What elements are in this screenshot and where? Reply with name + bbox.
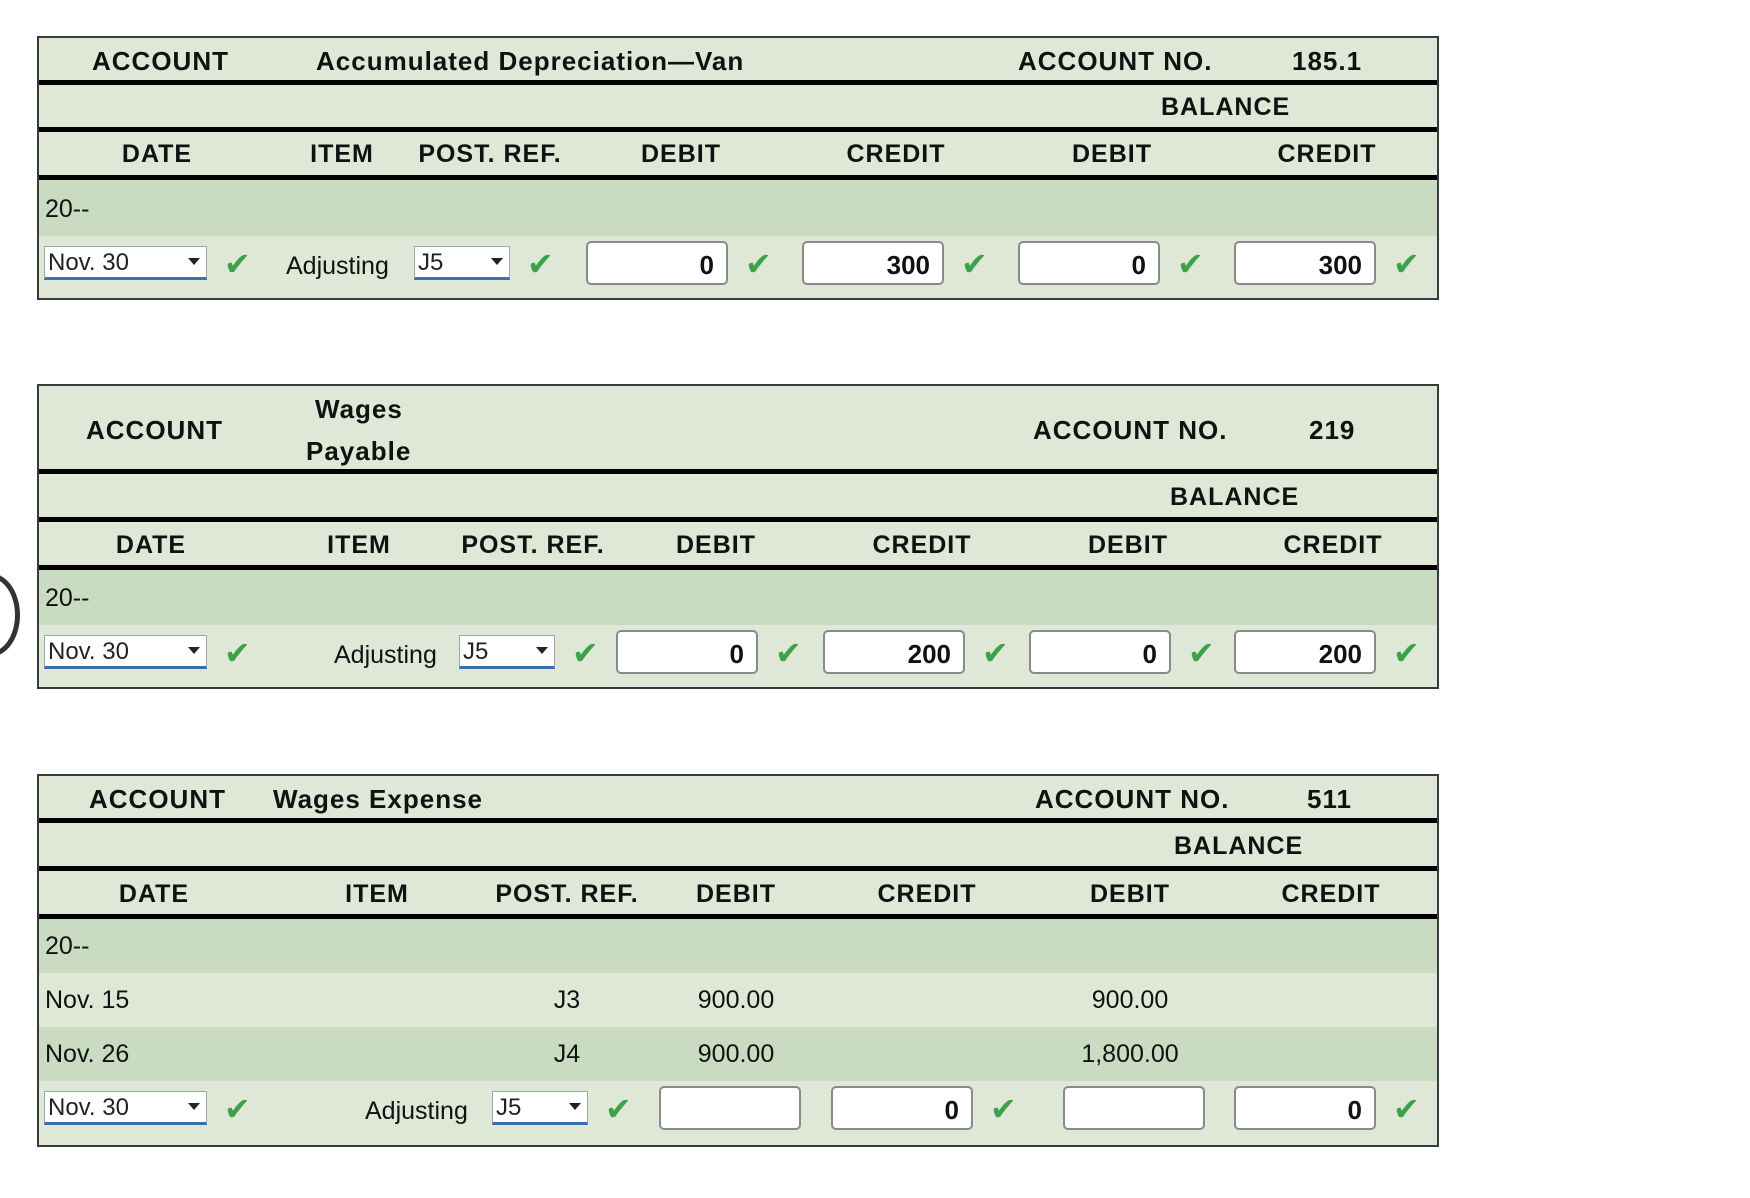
col-item: ITEM xyxy=(345,880,409,908)
post-ref-check-icon: ✔ xyxy=(605,1091,632,1127)
col-post-ref: POST. REF. xyxy=(495,880,639,908)
col-date: DATE xyxy=(121,140,193,168)
col-balance-credit: CREDIT xyxy=(1281,880,1381,908)
ledger-header xyxy=(39,38,1437,85)
entry-row xyxy=(39,1081,1437,1137)
balance-debit-check-icon: ✔ xyxy=(1188,635,1215,671)
entry-row xyxy=(39,625,1437,681)
account-no: 185.1 xyxy=(1292,46,1363,76)
balance-debit-input[interactable] xyxy=(1063,1086,1205,1130)
post-ref-check-icon: ✔ xyxy=(527,246,554,282)
credit-input[interactable]: 200 xyxy=(823,630,965,674)
row-debit: 900.00 xyxy=(697,986,775,1014)
col-item: ITEM xyxy=(327,531,391,559)
debit-input[interactable] xyxy=(659,1086,801,1130)
account-name: Wages Expense xyxy=(273,784,484,814)
year-label: 20-- xyxy=(45,932,90,960)
balance-credit-check-icon: ✔ xyxy=(1393,635,1420,671)
column-headers xyxy=(39,522,1437,570)
col-date: DATE xyxy=(115,531,187,559)
balance-credit-input[interactable]: 0 xyxy=(1234,1086,1376,1130)
ledger-accumulated-depreciation-van xyxy=(37,36,1439,300)
col-credit: CREDIT xyxy=(846,140,946,168)
account-no-label: ACCOUNT NO. xyxy=(1018,46,1213,76)
date-select[interactable]: Nov. 30 xyxy=(44,246,207,280)
credit-check-icon: ✔ xyxy=(961,246,988,282)
col-post-ref: POST. REF. xyxy=(418,140,562,168)
row-balance-debit: 1,800.00 xyxy=(1081,1040,1179,1068)
date-check-icon: ✔ xyxy=(224,635,251,671)
date-select[interactable]: Nov. 30 xyxy=(44,1091,207,1125)
credit-input[interactable]: 0 xyxy=(831,1086,973,1130)
item-text: Adjusting xyxy=(286,252,389,280)
balance-debit-input[interactable]: 0 xyxy=(1029,630,1171,674)
col-credit: CREDIT xyxy=(872,531,972,559)
post-ref-select[interactable]: J5 xyxy=(459,635,555,669)
debit-check-icon: ✔ xyxy=(775,635,802,671)
col-balance-debit: DEBIT xyxy=(1088,531,1168,559)
row-debit: 900.00 xyxy=(697,1040,775,1068)
col-debit: DEBIT xyxy=(696,880,776,908)
debit-input[interactable]: 0 xyxy=(616,630,758,674)
balance-header xyxy=(39,823,1437,871)
ledger-header xyxy=(39,386,1437,474)
col-item: ITEM xyxy=(310,140,374,168)
entry-row xyxy=(39,236,1437,293)
balance-header xyxy=(39,474,1437,522)
item-text: Adjusting xyxy=(365,1097,468,1125)
col-balance-debit: DEBIT xyxy=(1090,880,1170,908)
year-row xyxy=(39,570,1437,625)
column-headers xyxy=(39,871,1437,919)
post-ref-check-icon: ✔ xyxy=(572,635,599,671)
row-date: Nov. 15 xyxy=(45,986,130,1014)
col-balance-credit: CREDIT xyxy=(1277,140,1377,168)
balance-debit-check-icon: ✔ xyxy=(1177,246,1204,282)
column-headers xyxy=(39,132,1437,180)
account-no: 511 xyxy=(1307,784,1352,814)
table-row xyxy=(39,1027,1437,1081)
col-debit: DEBIT xyxy=(641,140,721,168)
year-label: 20-- xyxy=(45,195,90,223)
balance-credit-input[interactable]: 300 xyxy=(1234,241,1376,285)
ledger-header xyxy=(39,776,1437,823)
balance-debit-input[interactable]: 0 xyxy=(1018,241,1160,285)
year-label: 20-- xyxy=(45,584,90,612)
balance-label: BALANCE xyxy=(1161,93,1291,121)
account-name-line1: Wages xyxy=(315,394,403,424)
col-balance-debit: DEBIT xyxy=(1072,140,1152,168)
item-text: Adjusting xyxy=(334,641,437,669)
date-check-icon: ✔ xyxy=(224,246,251,282)
post-ref-select[interactable]: J5 xyxy=(492,1091,588,1125)
row-balance-debit: 900.00 xyxy=(1091,986,1169,1014)
col-post-ref: POST. REF. xyxy=(461,531,605,559)
account-no-label: ACCOUNT NO. xyxy=(1033,415,1228,445)
credit-check-icon: ✔ xyxy=(990,1091,1017,1127)
balance-credit-input[interactable]: 200 xyxy=(1234,630,1376,674)
col-date: DATE xyxy=(118,880,190,908)
row-post-ref: J3 xyxy=(553,986,581,1014)
account-no-label: ACCOUNT NO. xyxy=(1035,784,1230,814)
debit-check-icon: ✔ xyxy=(745,246,772,282)
balance-label: BALANCE xyxy=(1174,832,1304,860)
radio-circle-icon xyxy=(0,573,20,657)
account-label: ACCOUNT xyxy=(92,46,229,76)
credit-input[interactable]: 300 xyxy=(802,241,944,285)
ledger-wages-expense xyxy=(37,774,1439,1147)
account-no: 219 xyxy=(1309,415,1356,445)
date-check-icon: ✔ xyxy=(224,1091,251,1127)
table-row xyxy=(39,973,1437,1027)
account-name-line2: Payable xyxy=(306,436,412,466)
debit-input[interactable]: 0 xyxy=(586,241,728,285)
balance-label: BALANCE xyxy=(1170,483,1300,511)
date-select[interactable]: Nov. 30 xyxy=(44,635,207,669)
row-date: Nov. 26 xyxy=(45,1040,130,1068)
ledger-wages-payable xyxy=(37,384,1439,689)
col-debit: DEBIT xyxy=(676,531,756,559)
balance-header xyxy=(39,85,1437,132)
balance-credit-check-icon: ✔ xyxy=(1393,246,1420,282)
post-ref-select[interactable]: J5 xyxy=(414,246,510,280)
account-label: ACCOUNT xyxy=(86,415,223,445)
credit-check-icon: ✔ xyxy=(982,635,1009,671)
col-balance-credit: CREDIT xyxy=(1283,531,1383,559)
balance-credit-check-icon: ✔ xyxy=(1393,1091,1420,1127)
year-row xyxy=(39,919,1437,973)
row-post-ref: J4 xyxy=(553,1040,581,1068)
col-credit: CREDIT xyxy=(877,880,977,908)
account-name: Accumulated Depreciation—Van xyxy=(316,46,745,76)
year-row xyxy=(39,180,1437,236)
account-label: ACCOUNT xyxy=(89,784,226,814)
